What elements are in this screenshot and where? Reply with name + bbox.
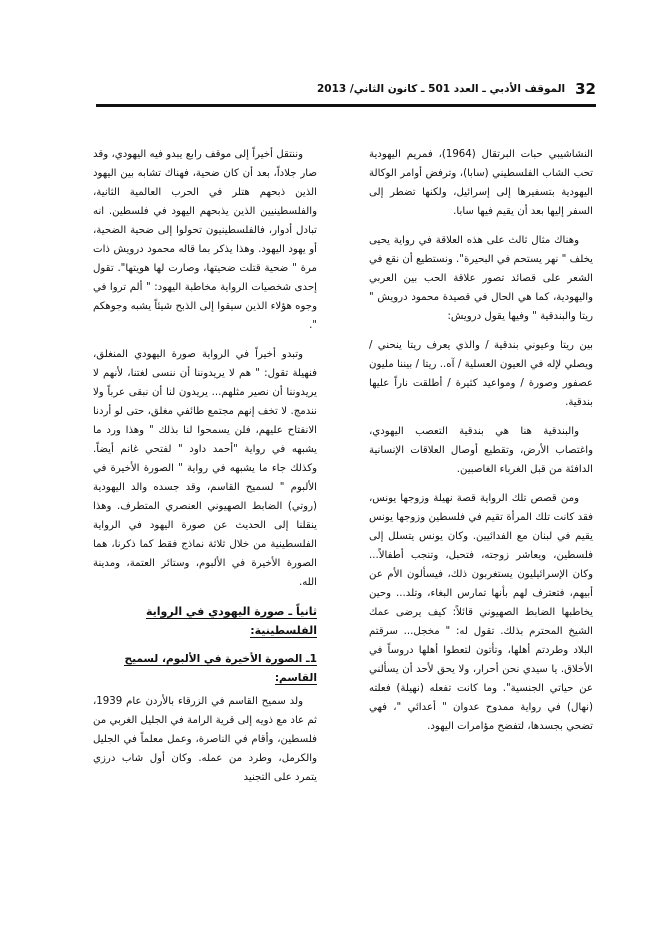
paragraph: ولد سميح القاسم في الزرقاء بالأردن عام 1939، ثم عاد مع ذويه إلى قرية الرامة في الجليل الغربي من فلسطين، وأقام في الناصرة، وعمل معلماً في الجليل والكرمل، وطرد من عمله. وكان أول شاب درزي يتمرد على التجنيد <box>93 696 317 783</box>
page-number: 32 <box>575 80 596 98</box>
paragraph: وننتقل أخيراً إلى موقف رابع يبدو فيه اليهودي، وقد صار جلاداً، بعد أن كان ضحية، فهناك تشابه بين اليهود الذين ذبحهم هتلر في الحرب العالمية الثانية، والفلسطينيين الذين يذبحهم اليهود في فلسطين. انه تبادل أدوار، فالفلسطينيون تحولوا إلى ضحية الضحية، أو يهود اليهود. وهذا يذكر بما قاله محمود درويش ذات مرة " ضحية قتلت ضحيتها، وصارت لها هويتها". تقول إحدى شخصيات الرواية مخاطبة اليهود: " ألم تروا في وجوه هؤلاء الذين سيقوا إلى الذبح شيئاً يشبه وجوهكم ". <box>93 149 317 331</box>
subsection-heading-text: 1ـ الصورة الأخيرة في الألبوم، لسميح القاسم: <box>124 653 317 684</box>
left-column <box>93 145 317 797</box>
poem-excerpt: بين ريتا وعيوني بندقية / والذي يعرف ريتا ينحني /ويصلي لإله في العيون العسلية / آه.. ريتا / بيننا مليون عصفور وصورة / ومواعيد كثيرة / أطلقت ناراً عليها بندقية. <box>369 340 593 408</box>
paragraph: والبندقية هنا هي بندقية التعصب اليهودي، واغتصاب الأرض، وتقطيع أوصال العلاقات الإنسانية الدافئة من قبل الغرباء الغاصبين. <box>369 426 593 475</box>
paragraph: وهناك مثال ثالث على هذه العلاقة في رواية يحيى يخلف " نهر يستحم في البحيرة". ونستطيع أن نقع في الشعر على قصائد تصور علاقة الحب بين العربي واليهودية، كما هي الحال في قصيدة محمود درويش " ريتا والبندقية " وفيها يقول درويش: <box>369 235 593 322</box>
paragraph: ومن قصص تلك الرواية قصة نهيلة وزوجها يونس، فقد كانت تلك المرأة تقيم في فلسطين وزوجها يونس يقيم في لبنان مع الفدائيين. وكان يونس يتسلل إلى فلسطين، ويعاشر زوجته، فتحبل، وتنجب أطفالاً... وكان الإسرائيليون يستغربون ذلك، فيسألون الأم عن أبيهم، فتعترف لهم بأنها تمارس البغاء، وتلد... وحين يخاطبها الضابط الصهيوني قائلاً: كيف يرضى عمك الشيخ المحترم بذلك. تقول له: " مخجل... سرقتم البلاد وطردتم أهلها، وتأتون لتعطوا أهلها دروساً في الأخلاق. يا سيدي نحن أحرار، ولا يحق لأحد أن يسألني عن حياتي الجنسية". وما كانت تفعله (نهيلة) فعلته (نهال) في رواية ممدوح عدوان " أعدائي "، فهي تضحي بجسدها، لتفضح مؤامرات اليهود. <box>369 493 593 732</box>
page-header <box>316 78 596 100</box>
header-rule <box>96 104 596 107</box>
journal-info: الموقف الأدبي ـ العدد 501 ـ كانون الثاني/ 2013 <box>316 83 566 95</box>
right-column <box>369 145 593 746</box>
section-heading-text: ثانياً ـ صورة اليهودي في الرواية الفلسطينية: <box>145 605 317 637</box>
subsection-heading <box>93 650 317 688</box>
section-heading <box>93 602 317 640</box>
paragraph: وتبدو أخيراً في الرواية صورة اليهودي المنغلق، فنهيلة تقول: " هم لا يريدوننا أن ننسى لغتنا، لأنهم لا يريدوننا أن نصير مثلهم... يريدون لنا أن نبقى عرباً ولا نندمج. لا تخف إنهم مجتمع طائفي مغلق، حتى لو أردنا الانفتاح عليهم، فلن يسمحوا لنا بذلك " وهذا ورد ما يشبهه في رواية "أحمد داود " لفتحي غانم أيضاً. وكذلك جاء ما يشبهه في رواية " الصورة الأخيرة في الألبوم " لسميح القاسم، وقد جسده والد اليهودية (روتي) الضابط الصهيوني العنصري المتطرف. وهذا ينقلنا إلى الحديث عن صورة اليهود في الرواية الفلسطينية من خلال ثلاثة نماذج فقط كما ذكرنا، هما الصورة الأخيرة في الألبوم، وستائر العتمة، ومدينة الله. <box>93 349 317 588</box>
paragraph: النشاشيبي حبات البرتقال (1964)، فمريم اليهودية تحب الشاب الفلسطيني (سابا)، وترفض أوامر الوكالة اليهودية بتسفيرها إلى إسرائيل، ولكنها تضطر إلى السفر إليها بعد أن يقيم فيها سابا. <box>369 149 593 217</box>
